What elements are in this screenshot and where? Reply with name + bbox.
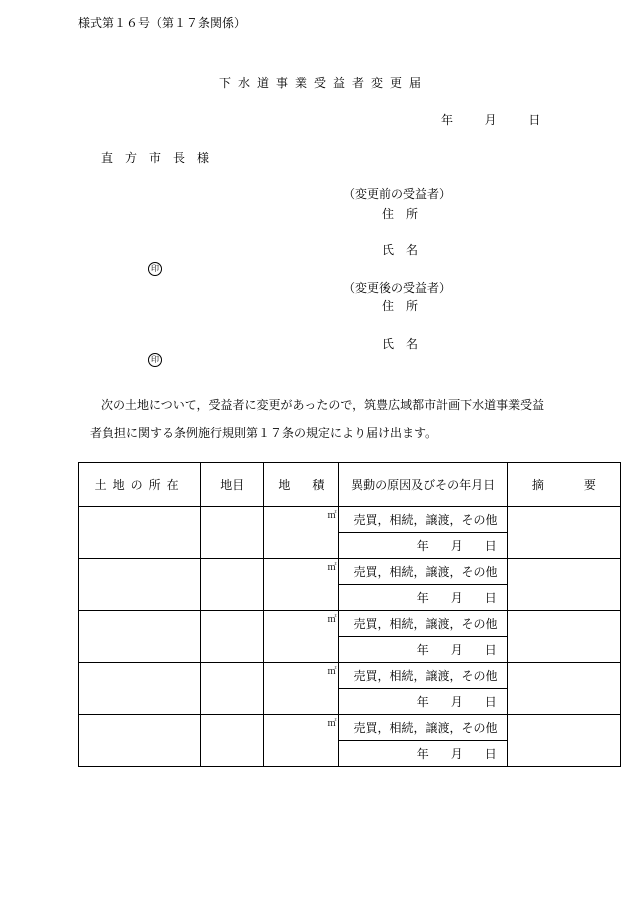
- header-location: 土地の所在: [79, 463, 201, 507]
- header-cause: 異動の原因及びその年月日: [339, 463, 507, 507]
- cell-area[interactable]: [264, 559, 339, 611]
- before-address-label: 住 所: [382, 207, 419, 221]
- area-unit: ㎡: [327, 615, 337, 625]
- date-month-label: 月: [484, 113, 497, 127]
- cell-location[interactable]: [79, 559, 201, 611]
- area-unit: ㎡: [327, 511, 337, 521]
- cell-area[interactable]: [264, 715, 339, 767]
- cell-cause: 売買，相続，譲渡，その他: [339, 715, 507, 741]
- after-heading: （変更後の受益者）: [343, 281, 452, 295]
- cell-remarks[interactable]: [507, 611, 620, 663]
- cell-cause: 売買，相続，譲渡，その他: [339, 559, 507, 585]
- table-row: [79, 507, 621, 533]
- cell-land-category[interactable]: [201, 715, 264, 767]
- cell-location[interactable]: [79, 715, 201, 767]
- table-row: [79, 559, 621, 585]
- cell-remarks[interactable]: [507, 559, 620, 611]
- cell-area[interactable]: [264, 507, 339, 559]
- header-land-category: 地目: [201, 463, 264, 507]
- cell-cause: 売買，相続，譲渡，その他: [339, 507, 507, 533]
- cell-land-category[interactable]: [201, 507, 264, 559]
- cell-location[interactable]: [79, 507, 201, 559]
- cell-location[interactable]: [79, 663, 201, 715]
- date-year-label: 年: [441, 113, 454, 127]
- cell-area[interactable]: [264, 611, 339, 663]
- cell-land-category[interactable]: [201, 611, 264, 663]
- after-address-label: 住 所: [382, 299, 419, 313]
- table-row: [79, 611, 621, 637]
- body-text-line2: 者負担に関する条例施行規則第１７条の規定により届け出ます。: [90, 426, 438, 440]
- cell-area[interactable]: [264, 663, 339, 715]
- before-seal-mark: 印: [148, 262, 162, 276]
- submission-date: [441, 111, 540, 128]
- cell-land-category[interactable]: [201, 663, 264, 715]
- header-remarks: 摘 要: [507, 463, 620, 507]
- cell-cause: 売買，相続，譲渡，その他: [339, 663, 507, 689]
- table-row: [79, 663, 621, 689]
- area-unit: ㎡: [327, 719, 337, 729]
- area-unit: ㎡: [327, 563, 337, 573]
- cell-land-category[interactable]: [201, 559, 264, 611]
- date-day-label: 日: [528, 113, 541, 127]
- table-row: [79, 715, 621, 741]
- cell-remarks[interactable]: [507, 715, 620, 767]
- cell-remarks[interactable]: [507, 507, 620, 559]
- table-header-row: [79, 463, 621, 507]
- cell-location[interactable]: [79, 611, 201, 663]
- cell-remarks[interactable]: [507, 663, 620, 715]
- area-unit: ㎡: [327, 667, 337, 677]
- cell-cause-date[interactable]: 年 月 日: [339, 689, 507, 715]
- cell-cause-date[interactable]: 年 月 日: [339, 533, 507, 559]
- form-number: 様式第１６号（第１７条関係）: [78, 16, 247, 30]
- addressee: 直方市長様: [101, 151, 222, 165]
- after-seal-mark: 印: [148, 353, 162, 367]
- before-heading: （変更前の受益者）: [343, 187, 452, 201]
- header-area: 地 積: [264, 463, 339, 507]
- document-title: 下水道事業受益者変更届: [219, 76, 429, 90]
- cell-cause-date[interactable]: 年 月 日: [339, 637, 507, 663]
- cell-cause-date[interactable]: 年 月 日: [339, 741, 507, 767]
- cell-cause: 売買，相続，譲渡，その他: [339, 611, 507, 637]
- land-table: [78, 462, 621, 767]
- cell-cause-date[interactable]: 年 月 日: [339, 585, 507, 611]
- body-text-line1: 次の土地について，受益者に変更があったので，筑豊広域都市計画下水道事業受益: [101, 398, 545, 412]
- before-name-label: 氏 名: [382, 243, 419, 257]
- after-name-label: 氏 名: [382, 337, 419, 351]
